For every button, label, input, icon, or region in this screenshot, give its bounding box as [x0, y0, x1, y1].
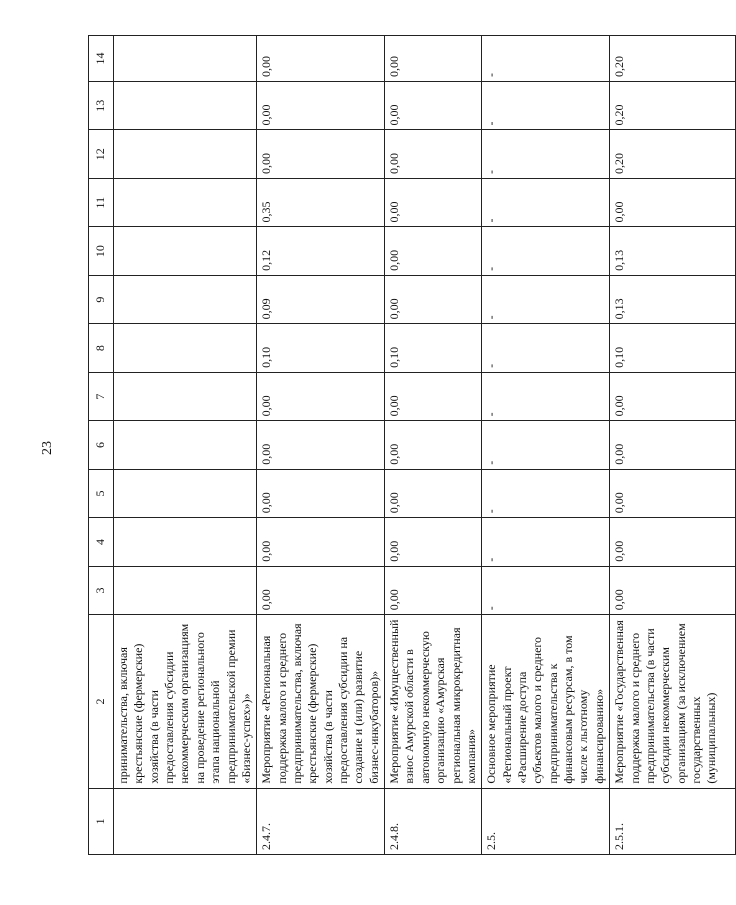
value-cell [114, 36, 257, 82]
value-cell: 0,10 [385, 324, 482, 372]
value-cell: 0,00 [610, 372, 736, 420]
indicators-table [88, 35, 736, 855]
value-cell: 0,00 [385, 469, 482, 517]
value-cell: 0,00 [385, 178, 482, 226]
row-code [114, 788, 257, 854]
value-cell: - [482, 178, 610, 226]
header-cell: 9 [89, 275, 114, 323]
value-cell: 0,00 [257, 82, 385, 130]
value-cell: - [482, 469, 610, 517]
value-cell: 0,00 [257, 36, 385, 82]
value-cell: 0,00 [385, 82, 482, 130]
value-cell: 0,00 [385, 372, 482, 420]
value-cell [114, 469, 257, 517]
row-text: Мероприятие «Государственная поддержка малого и среднего предпринимательства (в части субсидии некоммерческим организациям (за исключением государственных (муниципальных) [610, 615, 736, 788]
value-cell: 0,00 [257, 372, 385, 420]
value-cell [114, 227, 257, 275]
value-cell: 0,00 [257, 518, 385, 566]
header-cell: 7 [89, 372, 114, 420]
value-cell [114, 518, 257, 566]
row-code: 2.5. [482, 788, 610, 854]
row-code: 2.4.7. [257, 788, 385, 854]
header-cell: 4 [89, 518, 114, 566]
row-text: Мероприятие «Имущественный взнос Амурской области в автономную некоммерческую организацию «Амурская региональная микрокредитная компания» [385, 615, 482, 788]
value-cell: 0,00 [610, 469, 736, 517]
value-cell: 0,35 [257, 178, 385, 226]
value-cell: 0,10 [610, 324, 736, 372]
value-cell: 0,00 [257, 469, 385, 517]
value-cell: 0,12 [257, 227, 385, 275]
header-row [89, 36, 114, 855]
value-cell: 0,13 [610, 275, 736, 323]
row-text: принимательства, включая крестьянские (фермерские) хозяйства (в части предоставления субсидии некоммерческим организациям на проведение регионального этапа национальной предпринимательской премии «Бизнес-успех»)» [114, 615, 257, 788]
value-cell: 0,00 [385, 566, 482, 614]
value-cell: 0,00 [257, 566, 385, 614]
value-cell: - [482, 324, 610, 372]
header-cell: 5 [89, 469, 114, 517]
value-cell: - [482, 275, 610, 323]
header-cell: 1 [89, 788, 114, 854]
header-cell: 2 [89, 615, 114, 788]
header-cell: 12 [89, 130, 114, 178]
value-cell: 0,00 [610, 421, 736, 469]
value-cell [114, 275, 257, 323]
value-cell: - [482, 227, 610, 275]
value-cell: 0,00 [385, 227, 482, 275]
value-cell: 0,00 [257, 130, 385, 178]
value-cell: - [482, 82, 610, 130]
value-cell: - [482, 372, 610, 420]
table-row [610, 36, 736, 855]
value-cell: 0,00 [385, 36, 482, 82]
header-cell: 3 [89, 566, 114, 614]
value-cell: 0,20 [610, 36, 736, 82]
row-code: 2.4.8. [385, 788, 482, 854]
table-row [114, 36, 257, 855]
value-cell [114, 130, 257, 178]
value-cell: 0,00 [610, 518, 736, 566]
page-number: 23 [40, 441, 55, 455]
row-text: Основное мероприятие «Региональный проект «Расширение доступа субъектов малого и среднего предпринимательства к финансовым ресурсам, в том числе к льготному финансированию» [482, 615, 610, 788]
value-cell: 0,00 [257, 421, 385, 469]
value-cell: - [482, 518, 610, 566]
value-cell: 0,00 [385, 518, 482, 566]
value-cell [114, 566, 257, 614]
header-cell: 14 [89, 36, 114, 82]
header-cell: 10 [89, 227, 114, 275]
header-cell: 8 [89, 324, 114, 372]
value-cell: 0,13 [610, 227, 736, 275]
value-cell: - [482, 36, 610, 82]
table-row [482, 36, 610, 855]
value-cell: - [482, 421, 610, 469]
value-cell: - [482, 566, 610, 614]
value-cell: 0,00 [610, 566, 736, 614]
row-code: 2.5.1. [610, 788, 736, 854]
value-cell: 0,00 [610, 178, 736, 226]
value-cell: 0,10 [257, 324, 385, 372]
value-cell: - [482, 130, 610, 178]
value-cell: 0,00 [385, 421, 482, 469]
value-cell: 0,00 [385, 275, 482, 323]
row-text: Мероприятие «Региональная поддержка малого и среднего предпринимательства, включая крестьянские (фермерские) хозяйства (в части предоставления субсидии на создание и (или) развитие бизнес-инкубаторов)» [257, 615, 385, 788]
table-row [257, 36, 385, 855]
value-cell [114, 421, 257, 469]
value-cell: 0,09 [257, 275, 385, 323]
value-cell: 0,20 [610, 130, 736, 178]
value-cell [114, 82, 257, 130]
value-cell [114, 324, 257, 372]
rotated-table-wrapper [88, 35, 719, 855]
value-cell: 0,20 [610, 82, 736, 130]
header-cell: 6 [89, 421, 114, 469]
header-cell: 11 [89, 178, 114, 226]
header-cell: 13 [89, 82, 114, 130]
table-row [385, 36, 482, 855]
value-cell [114, 178, 257, 226]
value-cell: 0,00 [385, 130, 482, 178]
value-cell [114, 372, 257, 420]
